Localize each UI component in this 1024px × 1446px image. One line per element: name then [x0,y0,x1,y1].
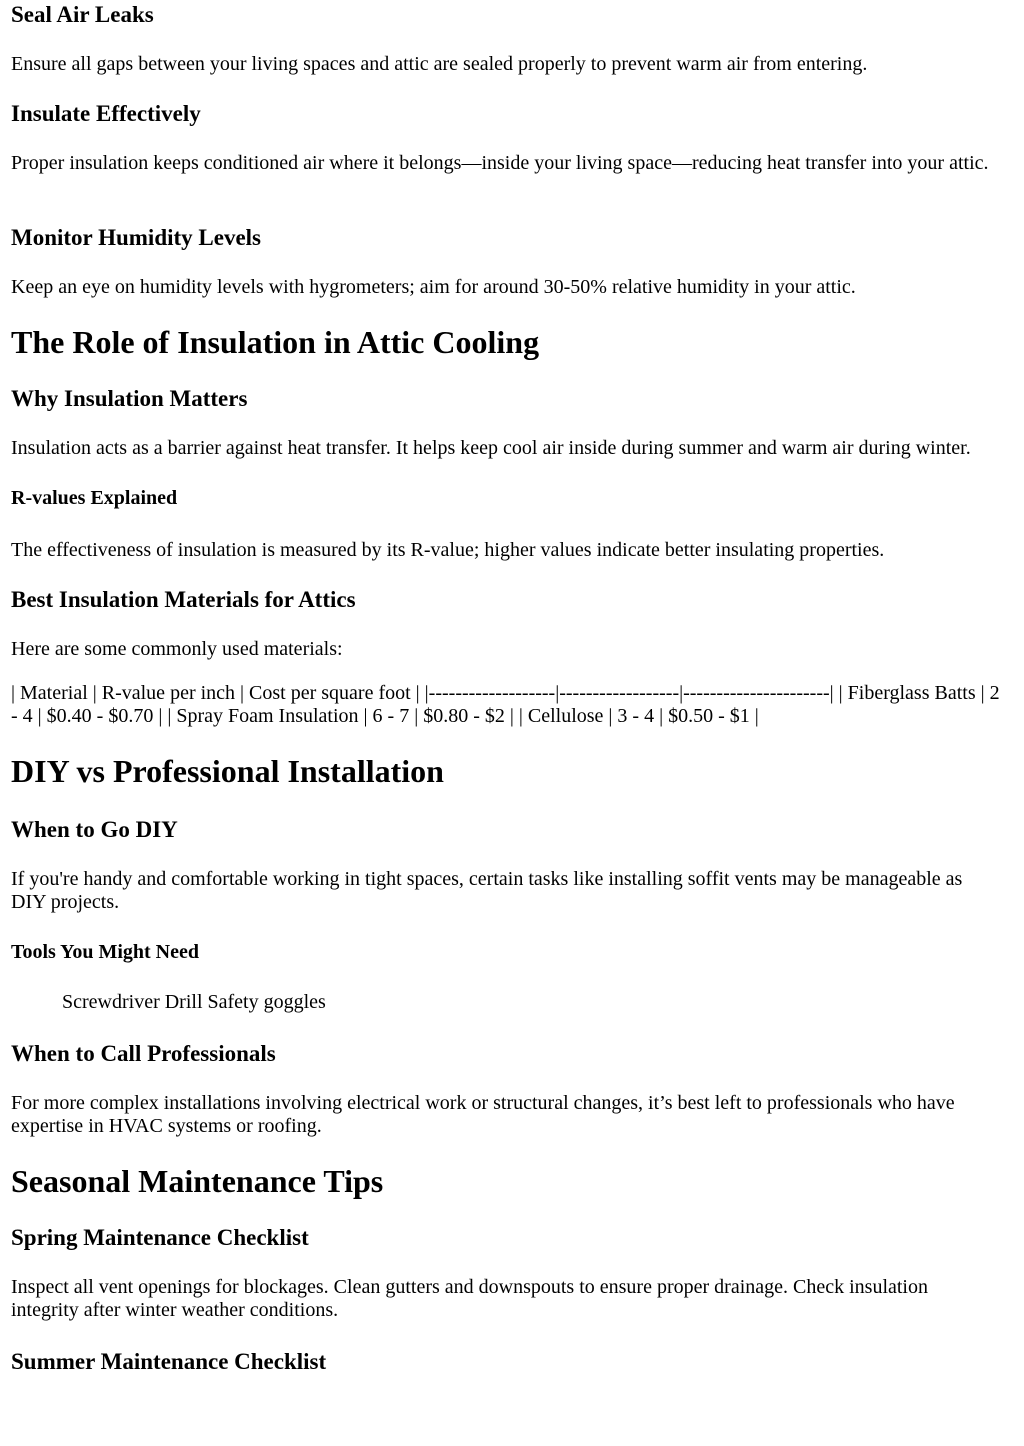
paragraph-r-values-explained: The effectiveness of insulation is measured by its R-value; higher values indicate better insulating properties. [11,539,885,561]
paragraph-seal-air-leaks: Ensure all gaps between your living spaces and attic are sealed properly to prevent warm air from entering. [11,53,868,75]
heading-seasonal-maintenance: Seasonal Maintenance Tips [11,1163,384,1199]
heading-spring-checklist: Spring Maintenance Checklist [11,1225,309,1250]
heading-r-values-explained: R-values Explained [11,487,178,509]
heading-role-of-insulation: The Role of Insulation in Attic Cooling [11,324,540,360]
paragraph-insulate-effectively: Proper insulation keeps conditioned air where it belongs—inside your living space—reducing heat transfer into your attic. [11,152,989,174]
heading-summer-checklist: Summer Maintenance Checklist [11,1349,327,1374]
heading-when-to-go-diy: When to Go DIY [11,817,178,842]
heading-tools-you-might-need: Tools You Might Need [11,941,199,963]
paragraph-monitor-humidity: Keep an eye on humidity levels with hygrometers; aim for around 30-50% relative humidity in your attic. [11,276,856,298]
heading-best-insulation-materials: Best Insulation Materials for Attics [11,587,356,612]
paragraph-materials-intro: Here are some commonly used materials: [11,638,343,660]
tools-list-text: Screwdriver Drill Safety goggles [62,991,326,1013]
tools-list [62,991,326,1014]
heading-why-insulation-matters: Why Insulation Matters [11,386,248,411]
paragraph-materials-table: | Material | R-value per inch | Cost per square foot | |-------------------|------------------|----------------------| | Fiberglass Batts | 2 - 4 | $0.40 - $0.70 | | Spray Foam Insulation | 6 - 7 | $0.80 - $2 | | Cellulose | 3 - 4 | $0.50 - $1 | [11,682,1000,727]
heading-insulate-effectively: Insulate Effectively [11,101,201,126]
heading-monitor-humidity: Monitor Humidity Levels [11,225,262,250]
paragraph-why-insulation-matters: Insulation acts as a barrier against heat transfer. It helps keep cool air inside during summer and warm air during winter. [11,437,971,459]
heading-diy-vs-professional: DIY vs Professional Installation [11,753,444,789]
heading-when-to-call-professionals: When to Call Professionals [11,1041,276,1066]
paragraph-when-to-call-professionals: For more complex installations involving electrical work or structural changes, it’s best left to professionals who have expertise in HVAC systems or roofing. [11,1092,955,1137]
paragraph-spring-checklist: Inspect all vent openings for blockages. Clean gutters and downspouts to ensure proper drainage. Check insulation integrity after winter weather conditions. [11,1276,928,1321]
paragraph-when-to-go-diy: If you're handy and comfortable working in tight spaces, certain tasks like installing soffit vents may be manageable as DIY projects. [11,868,963,913]
heading-seal-air-leaks: Seal Air Leaks [11,2,154,27]
